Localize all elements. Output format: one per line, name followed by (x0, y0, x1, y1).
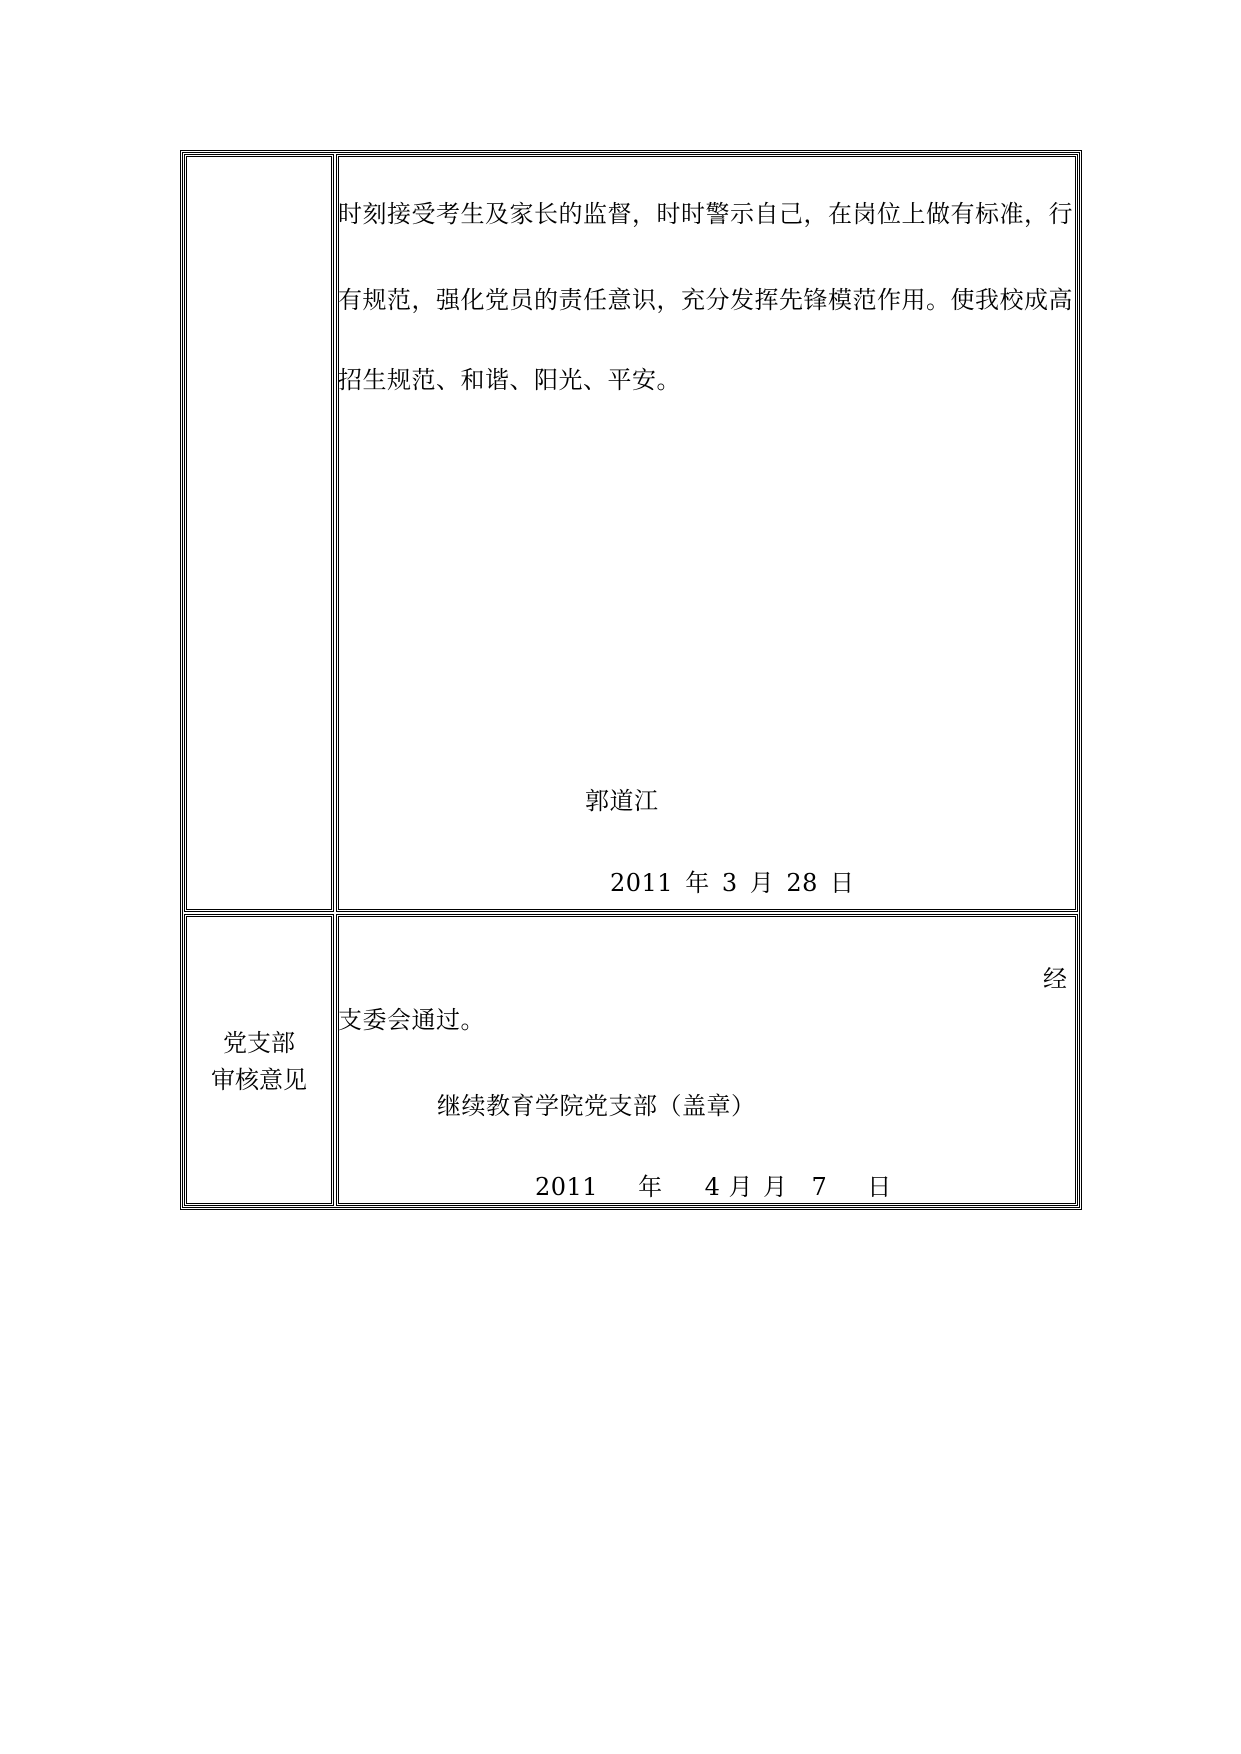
branch-label-line-2: 审核意见 (211, 1066, 307, 1094)
label-cell-branch-review (184, 914, 334, 1206)
label-cell-empty (184, 154, 334, 912)
review-date-year: 2011 (535, 1173, 599, 1201)
statement-line-1: 时刻接受考生及家长的监督，时时警示自己，在岗位上做有标准，行 (338, 200, 1073, 228)
review-date (535, 1173, 892, 1201)
review-text-right: 经 (1043, 965, 1068, 993)
stamp-line: 继续教育学院党支部（盖章） (437, 1092, 756, 1120)
review-approved-text: 支委会通过。 (338, 1006, 485, 1034)
content-cell-statement (336, 154, 1078, 912)
statement-line-3: 招生规范、和谐、阳光、平安。 (338, 366, 681, 394)
review-date-day: 7 (811, 1173, 828, 1201)
review-date-month-unit: 月 (762, 1173, 788, 1201)
statement-line-2: 有规范，强化党员的责任意识，充分发挥先锋模范作用。使我校成高 (338, 286, 1073, 314)
statement-date: 2011 年 3 月 28 日 (610, 869, 855, 897)
content-cell-branch-review (336, 914, 1078, 1206)
signer-name: 郭道江 (585, 787, 659, 815)
review-date-year-unit: 年 (638, 1173, 663, 1201)
review-date-month: 4 月 (704, 1173, 753, 1201)
branch-label-line-1: 党支部 (223, 1029, 295, 1057)
review-date-day-unit: 日 (867, 1173, 892, 1201)
